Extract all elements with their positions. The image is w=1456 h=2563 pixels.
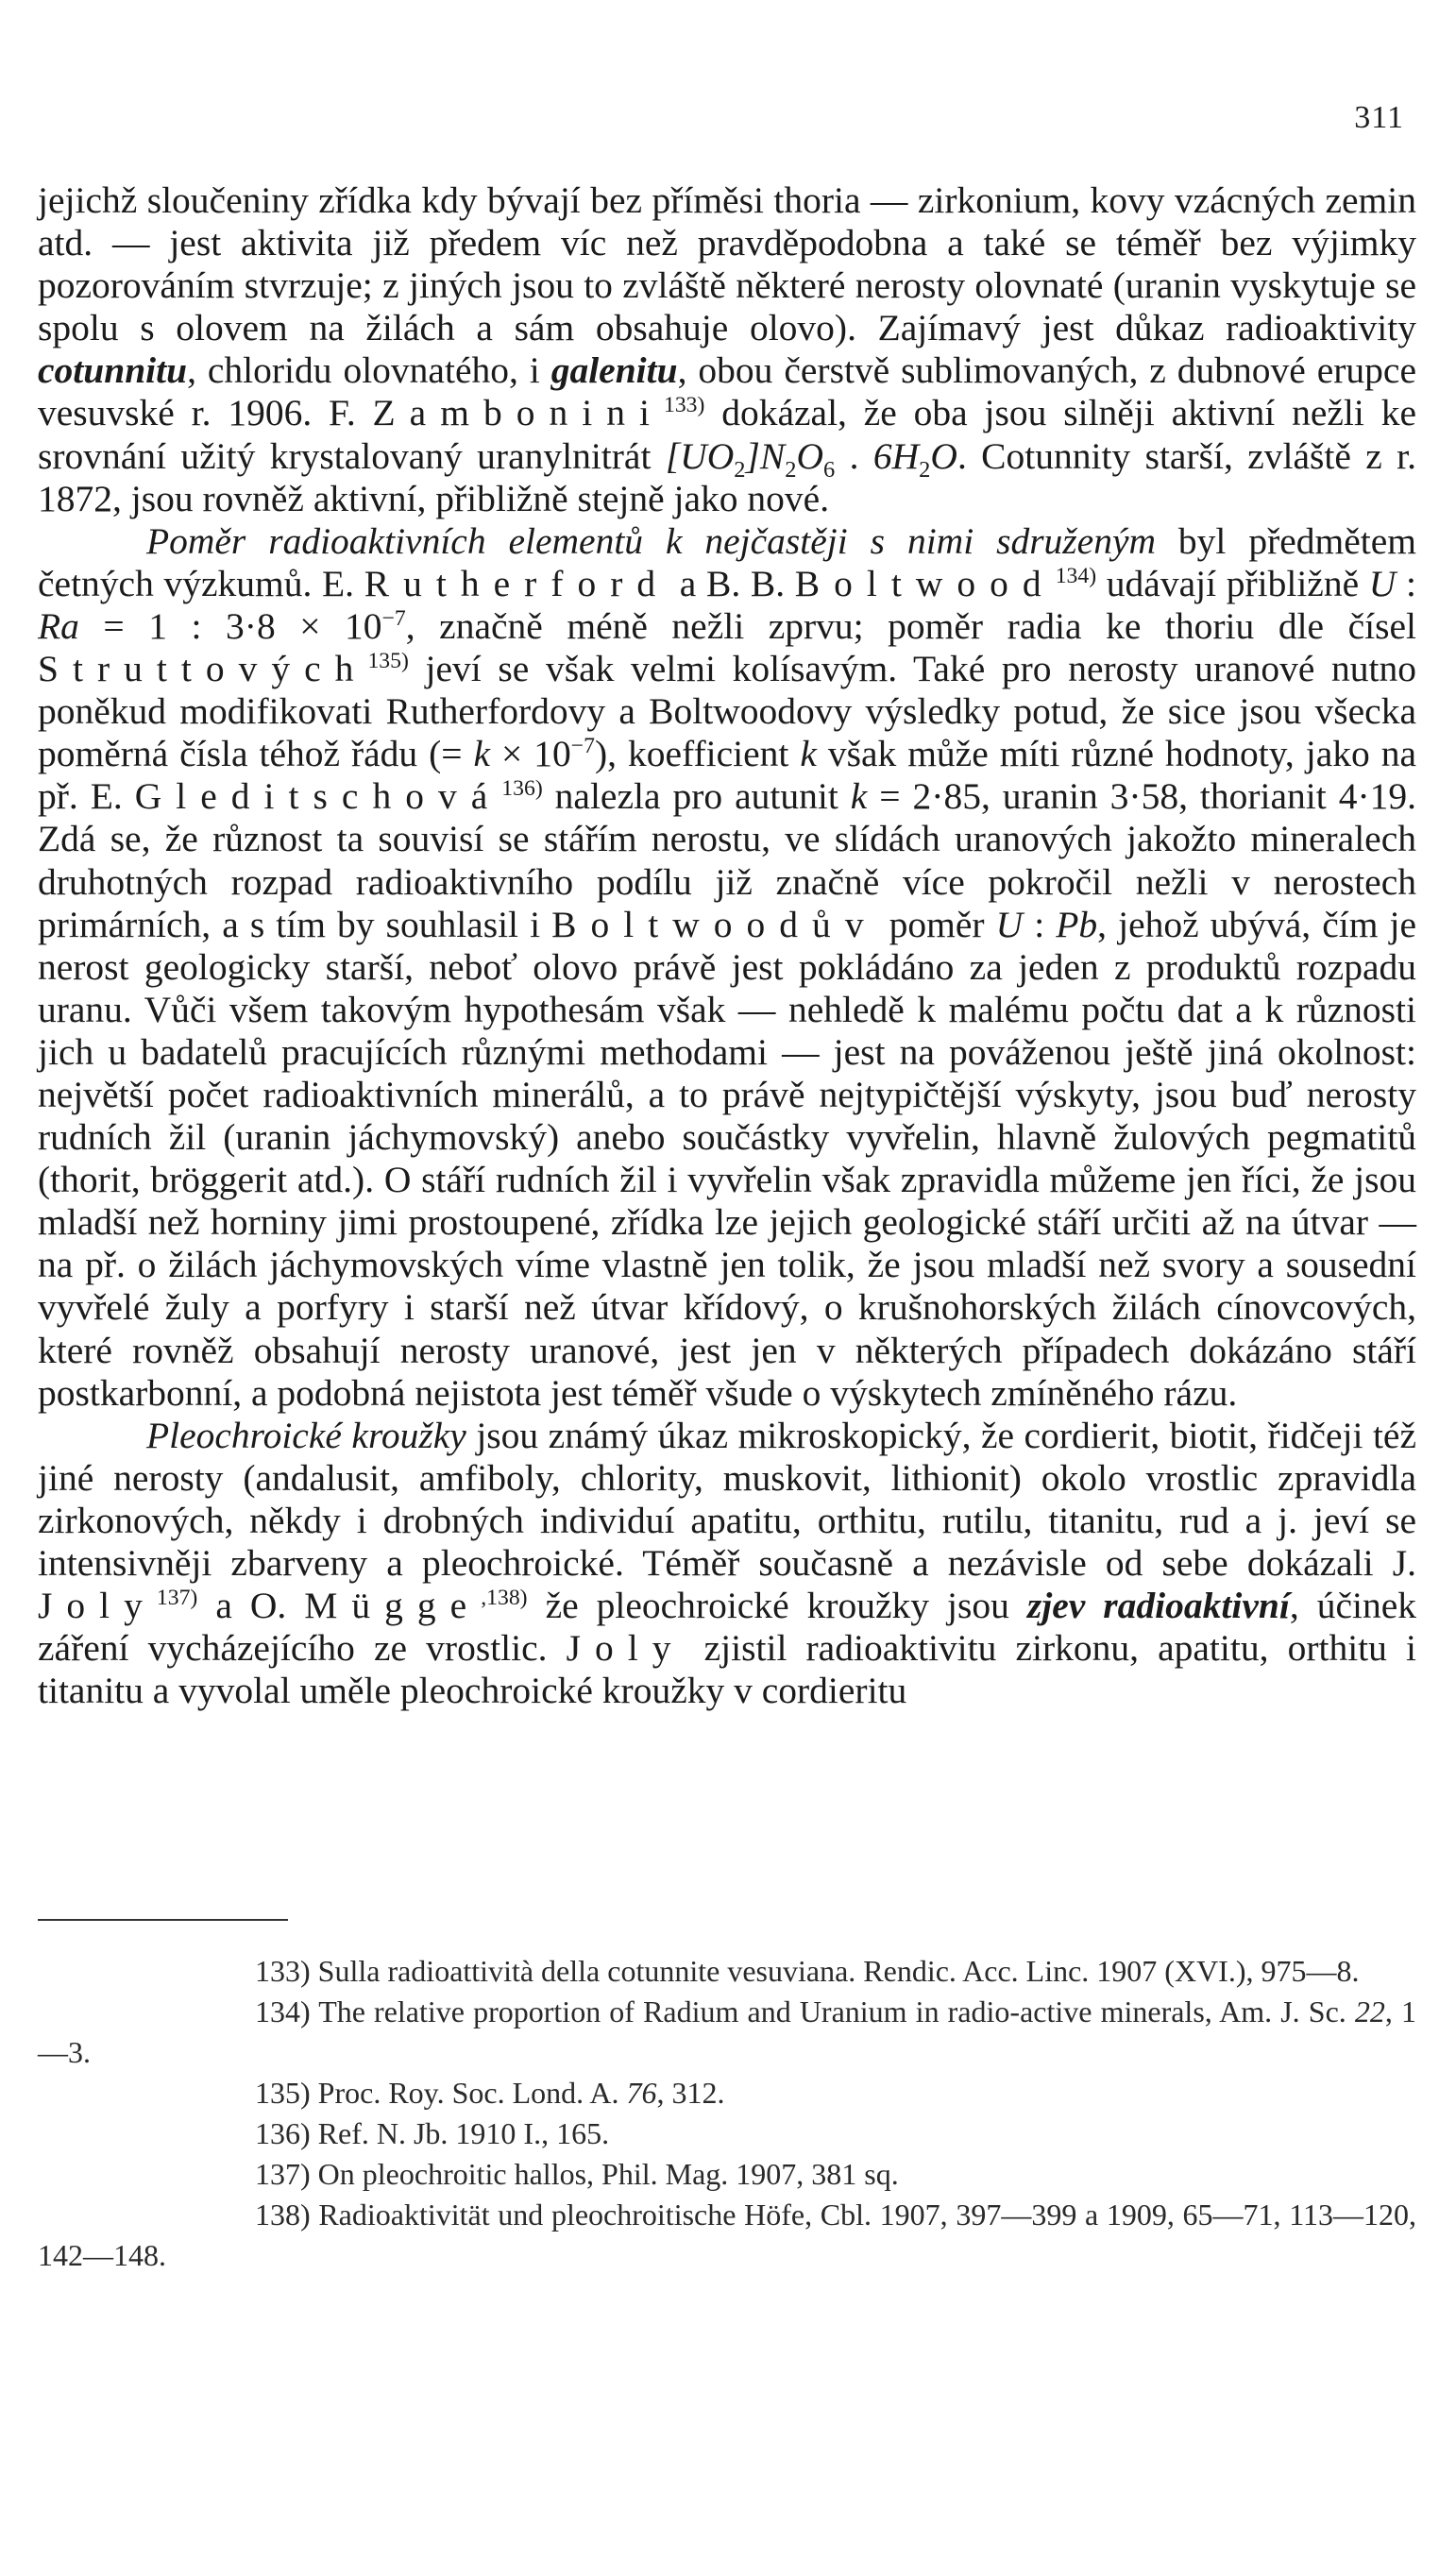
spaced-name: Gleditschová [134, 775, 502, 818]
text-run: , účinek záření vycházejícího ze vrostlic. [38, 1585, 1416, 1670]
subscript: 2 [919, 456, 931, 483]
text-run: : [1023, 903, 1057, 945]
paragraph-3 [38, 1415, 1416, 1713]
italic-run: ]N [745, 434, 786, 477]
footnote-136 [38, 2113, 1416, 2154]
text-run: : [1396, 562, 1416, 604]
footnote-135 [38, 2073, 1416, 2113]
emphasis-run: zjev radioaktivní [1026, 1585, 1290, 1627]
italic-run: U [995, 903, 1024, 945]
italic-run: U [1368, 562, 1397, 604]
subscript: 2 [785, 456, 797, 483]
text-run: , 1—3. [38, 1994, 1416, 2069]
spaced-name: Boltwood [794, 562, 1056, 604]
text-run: × 10 [490, 733, 571, 775]
text-run: , 312. [656, 2076, 725, 2110]
superscript: 137) [156, 1585, 198, 1610]
footnote-134 [38, 1992, 1416, 2073]
italic-run: O [796, 434, 823, 477]
italic-run: [UO [665, 434, 735, 477]
subscript: 6 [823, 456, 836, 483]
body-text [38, 179, 1416, 1712]
spaced-name: Joly [38, 1585, 157, 1627]
text-run: udávají přibližně [1096, 562, 1369, 604]
text-run: ), koefficient [595, 733, 801, 775]
spaced-name: Rutherford [364, 562, 670, 604]
text-run: a O. [197, 1585, 305, 1627]
footnote-number: 135) [255, 2076, 311, 2110]
footnote-number: 133) [255, 1954, 311, 1988]
footnote-138 [38, 2195, 1416, 2276]
footnote-number: 134) [255, 1994, 311, 2028]
footnote-text [318, 2076, 725, 2110]
italic-run: Ra [38, 604, 79, 647]
superscript: 136) [501, 776, 543, 802]
text-run: jejichž sloučeniny zřídka kdy bývají bez příměsi thoria — zirkonium, kovy vzácných zemin atd. — jest aktivita již předem víc než pravděpodobna a také se téměř bez výjimky pozorováním stvrzuje; z jiných jsou to zvláště některé nerosty olovnaté (uranin vyskytuje se spolu s olovem na žilách a sám obsahuje olovo). Zajímavý jest důkaz radioaktivity [38, 179, 1416, 349]
text-run: = 2·85, uranin 3·58, thorianit 4·19. Zdá se, že různost ta souvisí se stářím nerostu, ve slídách uranových jakožto mineralech druhotných rozpad radioaktivního podílu již značně více pokročil nežli v nerostech primárních, a s tím by souhlasil i [38, 775, 1417, 945]
text-run: Radioaktivität und pleochroitische Höfe, Cbl. 1907, 397—399 a 1909, 65—71, 113—120, 142—148. [38, 2198, 1417, 2272]
superscript: 134) [1055, 563, 1097, 588]
text-run: Ref. N. Jb. 1910 I., 165. [317, 2116, 610, 2150]
italic-run: O [930, 434, 957, 477]
paragraph-1 [38, 179, 1416, 520]
text-run: jsou známý úkaz mikroskopický, že cordierit, biotit, řidčeji též jiné nerosty (andalusit, amfiboly, chlority, muskovit, lithionit) okolo vrostlic zpravidla zirkonových, někdy i drobných individuí apatitu, orthitu, rutilu, titanitu, rud a j. jeví se intensivněji zbarveny a pleochroické. Téměř současně a nezávisle od sebe dokázali J. [38, 1414, 1416, 1584]
text-run: nalezla pro autunit [542, 775, 851, 818]
footnote-text [318, 1954, 1360, 1988]
footnote-number: 137) [255, 2157, 311, 2191]
text-run: , obou čerstvě sublimovaných, z dubnové erupce vesuvské r. 1906. F. [38, 349, 1416, 434]
paragraph-2 [38, 520, 1416, 1415]
superscript: −7 [570, 734, 595, 759]
superscript: 133) [663, 393, 705, 418]
footnote-number: 138) [255, 2198, 311, 2232]
italic-run: Pb [1056, 903, 1098, 945]
text-run: Sulla radioattività della cotunnite vesuviana. Rendic. Acc. Linc. 1907 (XVI.), 975—8. [317, 1954, 1360, 1988]
subscript: 2 [734, 456, 746, 483]
italic-run: k [473, 733, 491, 775]
text-run: byl předmětem četných výzkumů. E. [38, 519, 1416, 604]
page-number: 311 [1354, 100, 1404, 135]
text-run: . [835, 434, 873, 477]
text-run: , značně méně nežli zprvu; poměr radia ke thoriu dle čísel [405, 604, 1416, 647]
text-run: zjistil radioaktivitu zirkonu, apatitu, orthitu i titanitu a vyvolal uměle pleochroické kroužky v cordieritu [38, 1627, 1416, 1712]
superscript: 135) [367, 648, 409, 673]
footnote-divider [38, 1919, 288, 1921]
italic-run: 6H [872, 434, 920, 477]
emphasis-run: cotunnitu [38, 349, 188, 392]
text-run: , jehož ubývá, čím je nerost geologicky starší, neboť olovo právě jest pokládáno za jeden z produktů rozpadu uranu. Vůči všem takovým hypothesám však — nehledě k malému počtu dat a k různosti jich u badatelů pracujících různými methodami — jest na pováženou ještě jiná okolnost: největší počet radioaktivních minerálů, a to právě nejtypičtější výskyty, jsou buď nerosty rudních žil (uranin jáchymovský) anebo součástky vyvřelin, hlavně žulových pegmatitů (thorit, bröggerit atd.). O stáří rudních žil i vyvřelin však zpravidla můžeme jen říci, že jsou mladší než horniny jimi prostoupené, zřídka lze jejich geologické stáří určiti až na útvar — na př. o žilách jáchymovských víme vlastně jen tolik, že jsou mladší než svory a sousední vyvřelé žuly a porfyry i starší než útvar křídový, o krušnohorských žilách cínovcových, které rovněž obsahují nerosty uranové, jest jen v některých případech dokázáno stáří postkarbonní, a podobná nejistota jest téměř všude o výskytech zmíněného rázu. [38, 903, 1417, 1414]
footnote-text [318, 2157, 899, 2191]
footnote-number: 136) [255, 2116, 311, 2150]
text-run: Proc. Roy. Soc. Lond. A. [317, 2076, 627, 2110]
text-run: a B. B. [669, 562, 795, 604]
spaced-name: Struttových [38, 648, 368, 690]
text-run: On pleochroitic hallos, Phil. Mag. 1907, 381 sq. [317, 2157, 899, 2191]
italic-run: k [850, 775, 868, 818]
text-run: jeví se však velmi kolísavým. Také pro nerosty uranové nutno poněkud modifikovati Rutherfordovy a Boltwoodovy výsledky potud, že sice jsou všecka poměrná čísla téhož řádu (= [38, 648, 1416, 775]
superscript: −7 [381, 605, 406, 631]
spaced-name: Zambonini [372, 392, 664, 434]
text-run: poměr [877, 903, 996, 945]
italic-run: 22 [1354, 1994, 1385, 2028]
spaced-name: Joly [566, 1627, 686, 1670]
emphasis-run: galenitu [550, 349, 678, 392]
footnote-133 [38, 1951, 1416, 1992]
spaced-name: Mügge [304, 1585, 482, 1627]
italic-run: Poměr radioaktivních elementů k nejčastěji s nimi sdruženým [146, 519, 1157, 562]
text-run: dokázal, že oba jsou silněji aktivní nežli ke srovnání užitý krystalovaný uranylnitrát [38, 392, 1416, 477]
text-run: The relative proportion of Radium and Uranium in radio-active minerals, Am. J. Sc. [318, 1994, 1355, 2028]
text-run: však může míti různé hodnoty, jako na př. E. [38, 733, 1416, 818]
text-run: . Cotunnity starší, zvláště z r. 1872, jsou rovněž aktivní, přibližně stejně jako nové. [38, 434, 1416, 519]
spaced-name: Boltwoodův [551, 903, 878, 945]
italic-run: 76 [626, 2076, 657, 2110]
italic-run: k [800, 733, 817, 775]
text-run: , chloridu olovnatého, i [187, 349, 551, 392]
footnotes [38, 1951, 1416, 2276]
footnote-137 [38, 2154, 1416, 2195]
superscript: ,138) [481, 1585, 528, 1610]
text-run: = 1 : 3·8 × 10 [78, 604, 382, 647]
italic-run: Pleochroické kroužky [146, 1414, 466, 1456]
footnote-text [318, 2116, 609, 2150]
text-run: že pleochroické kroužky jsou [527, 1585, 1027, 1627]
